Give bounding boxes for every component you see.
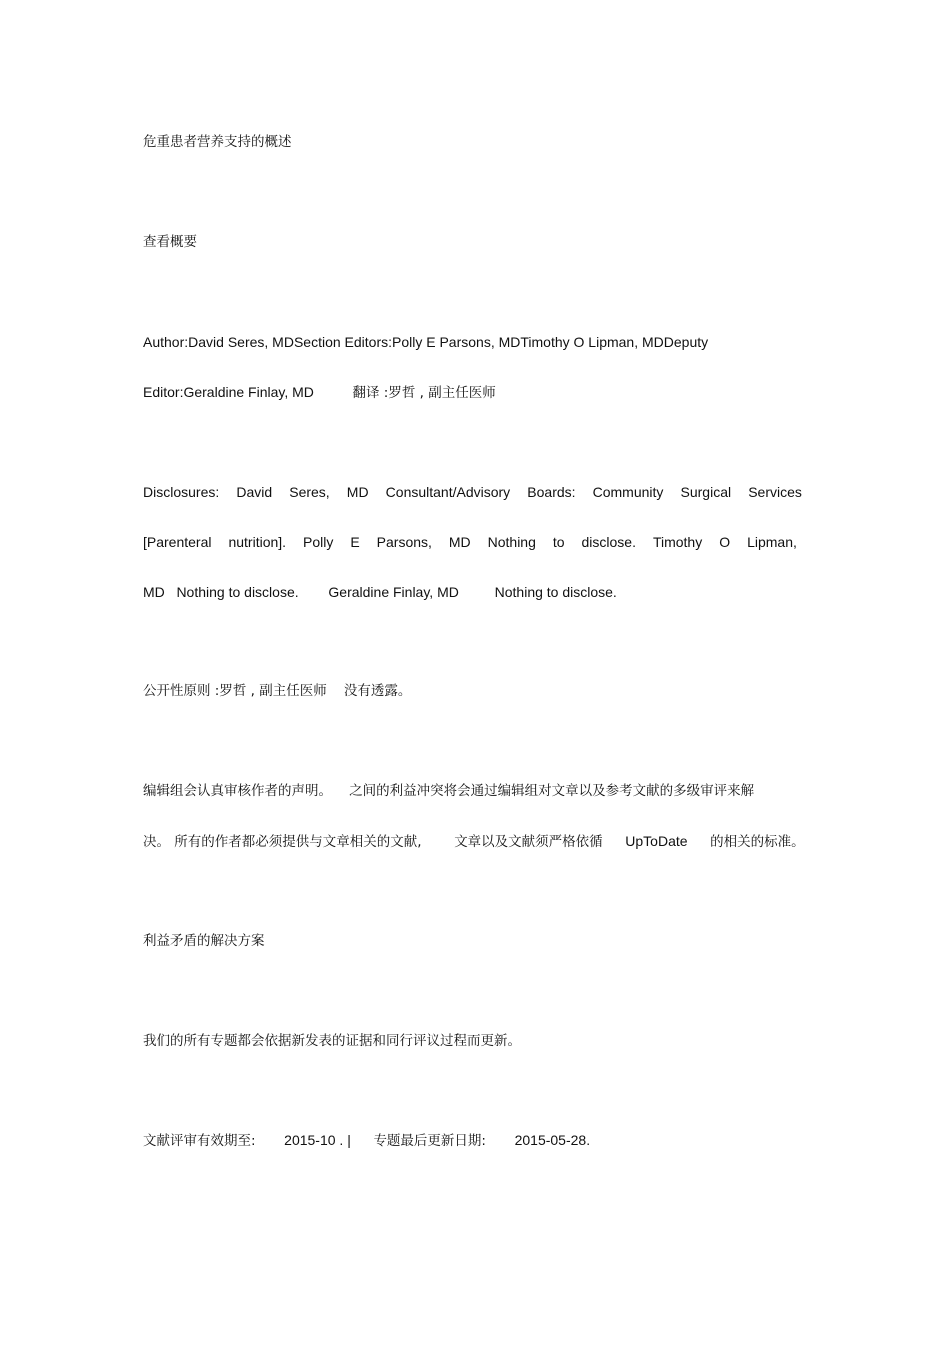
update-note: 我们的所有专题都会依据新发表的证据和同行评议过程而更新。 <box>143 1033 521 1049</box>
last-updated-label: 专题最后更新日期: <box>373 1133 486 1149</box>
disclosure-word: nutrition]. <box>228 534 287 550</box>
disclosures-line-3 <box>143 583 617 601</box>
disclosure-word: Services <box>748 484 802 500</box>
view-summary-label: 查看概要 <box>143 234 197 250</box>
disclosures-line-1 <box>143 483 802 501</box>
disclosure-word: Timothy <box>652 534 703 550</box>
disclosure-segment: Geraldine Finlay, MD <box>328 584 459 600</box>
disclosure-word: [Parenteral <box>143 534 212 550</box>
disclosure-word: Seres, <box>289 484 330 500</box>
deputy-editor-text: Editor:Geraldine Finlay, MD <box>143 384 314 400</box>
disclosure-word: E <box>350 534 360 550</box>
editorial-segment: 的相关的标准。 <box>710 834 805 850</box>
disclosure-word: O <box>719 534 731 550</box>
public-principle-text: 公开性原则 :罗哲 , 副主任医师 没有透露。 <box>143 683 412 699</box>
disclosure-word: Consultant/Advisory <box>385 484 511 500</box>
disclosure-word: Surgical <box>680 484 732 500</box>
disclosure-word: Polly <box>303 534 334 550</box>
translator-text: 翻译 :罗哲 , 副主任医师 <box>352 385 496 401</box>
disclosure-word: Parsons, <box>376 534 432 550</box>
disclosure-word: MD <box>346 484 369 500</box>
review-valid-label: 文献评审有效期至: <box>143 1133 256 1149</box>
disclosure-word: Community <box>592 484 664 500</box>
disclosure-word: David <box>236 484 273 500</box>
author-line-2 <box>143 383 496 402</box>
disclosures-line-2 <box>143 533 797 551</box>
last-updated-date: 2015-05-28. <box>514 1132 591 1148</box>
disclosure-word: disclose. <box>581 534 636 550</box>
disclosure-word: Nothing <box>487 534 536 550</box>
editorial-segment: 决。 所有的作者都必须提供与文章相关的文献, <box>143 834 422 850</box>
disclosure-word: MD <box>448 534 471 550</box>
disclosure-segment: Nothing to disclose. <box>494 584 617 600</box>
uptodate-text: UpToDate <box>625 833 688 849</box>
disclosure-word: Lipman, <box>747 534 797 550</box>
editorial-line-2 <box>143 832 805 851</box>
disclosure-word: to <box>552 534 565 550</box>
disclosure-segment: MD Nothing to disclose. <box>143 584 299 600</box>
disclosure-word: Disclosures: <box>143 484 220 500</box>
review-dates-line <box>143 1131 590 1150</box>
editorial-line-1: 编辑组会认真审核作者的声明。 之间的利益冲突将会通过编辑组对文章以及参考文献的多级审评来解 <box>143 783 755 799</box>
editorial-segment: 文章以及文献须严格依循 <box>454 834 603 850</box>
review-valid-date: 2015-10 . | <box>284 1132 351 1148</box>
conflict-resolution-heading: 利益矛盾的解决方案 <box>143 933 265 949</box>
document-title: 危重患者营养支持的概述 <box>143 134 292 150</box>
disclosure-word: Boards: <box>527 484 576 500</box>
author-line-1: Author:David Seres, MDSection Editors:Polly E Parsons, MDTimothy O Lipman, MDDeputy <box>143 334 709 350</box>
